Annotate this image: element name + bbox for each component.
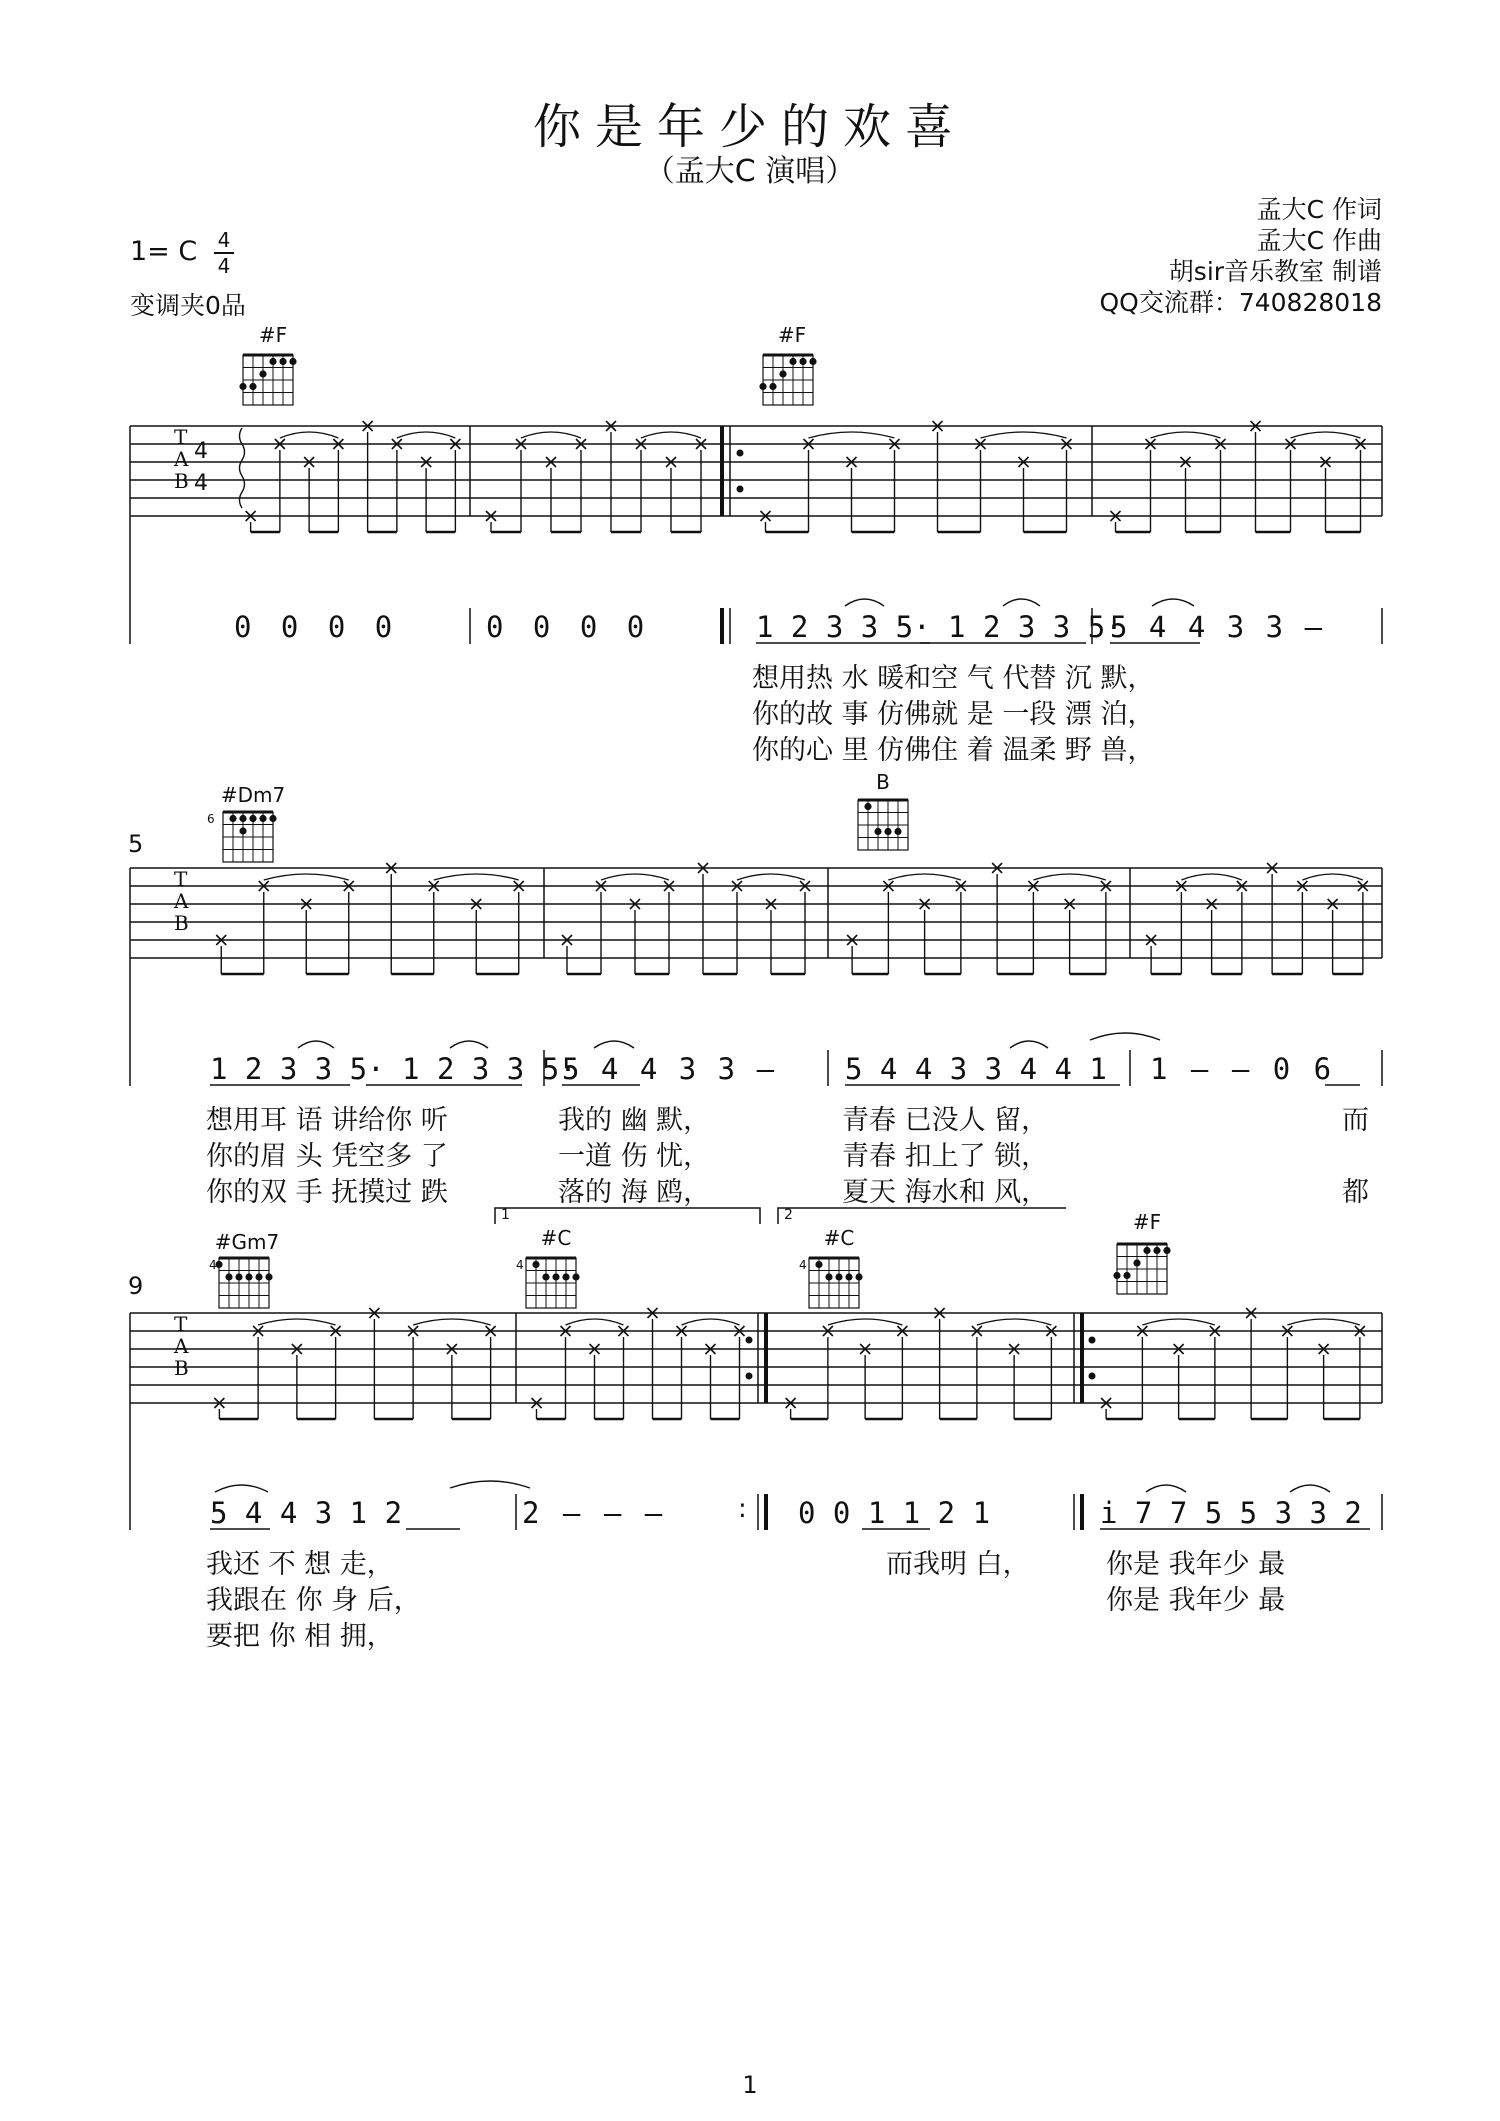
chord-finger-dot xyxy=(789,358,796,365)
chord-finger-dot xyxy=(239,827,246,834)
tab-clef-2: T A B xyxy=(174,867,189,935)
chord-name-b: B xyxy=(876,770,890,794)
repeat-end-colon: : xyxy=(738,1494,747,1524)
chord-finger-dot xyxy=(769,383,776,390)
volta-label-1: 1 xyxy=(501,1207,510,1223)
system-number: 5 xyxy=(128,830,144,858)
chord-finger-dot xyxy=(1163,1247,1170,1254)
song-title: 你是年少的欢喜 xyxy=(532,99,967,155)
tab-clef-3: T A B xyxy=(174,1312,189,1380)
lyric-line: 而 xyxy=(1342,1105,1369,1136)
chord-name-fsharp: #F xyxy=(1132,1210,1162,1234)
notation-measure: 5 4 4 3 3 – xyxy=(1110,610,1323,644)
strum-wave xyxy=(240,428,245,508)
chord-finger-dot xyxy=(845,1273,852,1280)
chord-finger-dot xyxy=(239,815,246,822)
lyric-line: 要把 你 相 拥， xyxy=(206,1621,394,1652)
lyric-line: 想用热 水 暖和空 气 代替 沉 默， xyxy=(752,663,1155,694)
volta-brackets xyxy=(495,1208,1066,1224)
system-number: 9 xyxy=(128,1272,144,1300)
notation-slur xyxy=(1152,599,1194,606)
chord-finger-dot xyxy=(562,1273,569,1280)
lyric-line: 你的眉 头 凭空多 了 xyxy=(206,1141,448,1172)
chord-finger-dot xyxy=(864,803,871,810)
tie-arc xyxy=(888,874,961,880)
chord-finger-dot xyxy=(1143,1247,1150,1254)
tie-arc xyxy=(280,432,339,438)
lyric-line: 你的双 手 抚摸过 跌 xyxy=(206,1177,448,1208)
tie-arc xyxy=(1291,432,1361,438)
notation-measure: 1 – – 0 6 xyxy=(1150,1052,1332,1086)
chord-finger-dot xyxy=(552,1273,559,1280)
tie-arc xyxy=(1287,1319,1360,1325)
composer-credit: 孟大C 作曲 xyxy=(1256,226,1382,255)
lyric-line: 我跟在 你 身 后， xyxy=(206,1585,421,1616)
chord-finger-dot xyxy=(809,358,816,365)
chord-finger-dot xyxy=(799,358,806,365)
tie-arc xyxy=(566,1319,624,1325)
chord-finger-dot xyxy=(855,1273,862,1280)
chord-finger-dot xyxy=(245,1273,252,1280)
chord-finger-dot xyxy=(532,1261,539,1268)
chord-finger-dot xyxy=(874,828,881,835)
time-signature-top: 4 xyxy=(217,228,231,252)
tie-arc xyxy=(981,432,1067,438)
time-signature-bottom: 4 xyxy=(217,254,231,278)
qq-group: QQ交流群：740828018 xyxy=(1099,288,1382,317)
chord-fret-number: 6 xyxy=(207,812,215,826)
notation-measure: 2 – – – xyxy=(522,1496,663,1530)
page-number: 1 xyxy=(742,2071,758,2099)
notation-measure: 1 2 3 3 5· 1 2 3 3 5· xyxy=(756,610,1123,644)
notation-slur xyxy=(1090,1033,1160,1040)
notation-measure: 0 0 0 0 xyxy=(486,610,645,644)
lyric-line: 你是 我年少 最 xyxy=(1106,1549,1286,1580)
chord-finger-dot xyxy=(269,815,276,822)
repeat-dots xyxy=(737,450,1096,1380)
key-signature: 1= C xyxy=(130,236,198,267)
tie-arc xyxy=(1151,432,1221,438)
chord-finger-dot xyxy=(259,370,266,377)
tie-arc xyxy=(1033,874,1106,880)
lyric-line: 一道 伤 忧， xyxy=(558,1141,711,1172)
tie-arc xyxy=(737,874,805,880)
chord-finger-dot xyxy=(759,383,766,390)
notation-slur xyxy=(1010,1041,1048,1048)
lyric-line: 你的故 事 仿佛就 是 一段 漂 泊， xyxy=(752,699,1155,730)
lyric-line: 而我明 白， xyxy=(886,1549,1030,1580)
notation-measure: 1 2 3 3 5· 1 2 3 3 5· xyxy=(210,1052,577,1086)
chord-name-dsharp-m7: #Dm7 xyxy=(220,783,286,807)
lyric-line: 你的心 里 仿佛住 着 温柔 野 兽， xyxy=(752,735,1155,766)
chord-finger-dot xyxy=(239,383,246,390)
chord-name-gsharp-m7: #Gm7 xyxy=(214,1230,280,1254)
notation-slur xyxy=(298,1041,334,1048)
tie-arc xyxy=(434,874,519,880)
chord-name-fsharp: #F xyxy=(258,323,288,347)
chord-finger-dot xyxy=(269,358,276,365)
notation-measure: 0 0 1 1 2 1 xyxy=(798,1496,991,1530)
notation-slur xyxy=(1146,1485,1186,1492)
chord-finger-dot xyxy=(1153,1247,1160,1254)
tie-arc xyxy=(264,874,349,880)
capo-info: 变调夹0品 xyxy=(130,291,246,320)
chord-finger-dot xyxy=(815,1261,822,1268)
chord-finger-dot xyxy=(1113,1272,1120,1279)
tie-arc xyxy=(397,432,456,438)
tie-arc xyxy=(258,1319,336,1325)
chord-finger-dot xyxy=(249,815,256,822)
chord-finger-dot xyxy=(1133,1259,1140,1266)
tie-arc xyxy=(809,432,895,438)
lyric-line: 夏天 海水和 风， xyxy=(842,1177,1049,1208)
chord-finger-dot xyxy=(542,1273,549,1280)
chord-finger-dot xyxy=(835,1273,842,1280)
notation-measure: 5 4 4 3 3 – xyxy=(562,1052,775,1086)
tie-arc xyxy=(1302,874,1363,880)
tie-arc xyxy=(413,1319,491,1325)
chord-finger-dot xyxy=(225,1273,232,1280)
notation-slur xyxy=(215,1485,268,1492)
notation-slur xyxy=(1003,599,1040,606)
chord-fret-number: 4 xyxy=(799,1258,807,1272)
notation-slur xyxy=(845,599,884,606)
tie-arc xyxy=(977,1319,1052,1325)
notation-measure: 5 4 4 3 3 4 4 1 xyxy=(845,1052,1107,1086)
lyric-line: 你是 我年少 最 xyxy=(1106,1585,1286,1616)
chord-finger-dot xyxy=(265,1273,272,1280)
chord-finger-dot xyxy=(279,358,286,365)
chord-finger-dot xyxy=(259,815,266,822)
notation-slur xyxy=(594,1041,634,1048)
chord-finger-dot xyxy=(229,815,236,822)
chord-finger-dot xyxy=(1123,1272,1130,1279)
lyric-line: 青春 扣上了 锁， xyxy=(842,1141,1049,1172)
tie-arc xyxy=(1142,1319,1215,1325)
tie-arc xyxy=(601,874,669,880)
lyricist-credit: 孟大C 作词 xyxy=(1256,195,1382,224)
lyric-line: 落的 海 鸥， xyxy=(558,1177,711,1208)
chord-fret-number: 4 xyxy=(209,1258,217,1272)
chord-name-csharp: #C xyxy=(823,1226,855,1250)
chord-finger-dot xyxy=(249,383,256,390)
lyric-line: 想用耳 语 讲给你 听 xyxy=(206,1105,448,1136)
tie-arc xyxy=(1181,874,1242,880)
notation-measure: 5 4 4 3 1 2 xyxy=(210,1496,403,1530)
chord-finger-dot xyxy=(779,370,786,377)
notation-measure: i 7 7 5 5 3 3 2 xyxy=(1100,1496,1362,1530)
notation-slur xyxy=(450,1481,530,1488)
lyric-line: 青春 已没人 留， xyxy=(842,1105,1049,1136)
chord-name-csharp: #C xyxy=(540,1226,572,1250)
tie-arc xyxy=(682,1319,740,1325)
tab-clef-1: T A B xyxy=(174,425,189,493)
lyric-line: 我的 幽 默， xyxy=(558,1105,711,1136)
chord-finger-dot xyxy=(255,1273,262,1280)
transcriber-credit: 胡sir音乐教室 制谱 xyxy=(1168,257,1382,286)
lyric-line: 都 xyxy=(1342,1177,1369,1208)
chord-finger-dot xyxy=(289,358,296,365)
tie-arc xyxy=(521,432,581,438)
chord-name-fsharp: #F xyxy=(777,323,807,347)
tie-arc xyxy=(641,432,701,438)
chord-finger-dot xyxy=(572,1273,579,1280)
tab-time-signature: 4 4 xyxy=(194,439,208,496)
chord-fret-number: 4 xyxy=(516,1258,524,1272)
chord-finger-dot xyxy=(825,1273,832,1280)
chord-finger-dot xyxy=(894,828,901,835)
volta-label-2: 2 xyxy=(784,1207,793,1223)
notation-slur xyxy=(450,1041,488,1048)
lyric-line: 我还 不 想 走， xyxy=(206,1549,394,1580)
chord-finger-dot xyxy=(235,1273,242,1280)
tie-arc xyxy=(828,1319,903,1325)
chord-finger-dot xyxy=(884,828,891,835)
notation-measure: 0 0 0 0 xyxy=(234,610,393,644)
notation-slur xyxy=(1290,1485,1330,1492)
song-subtitle: （孟大C 演唱） xyxy=(644,154,856,189)
